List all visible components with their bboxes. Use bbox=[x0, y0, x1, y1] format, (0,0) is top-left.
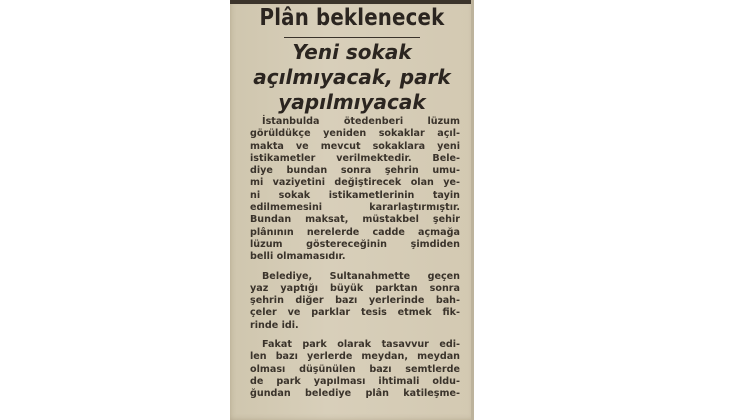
body-line: Bundan maksat, müstakbel şehir bbox=[250, 214, 460, 226]
subhead-line-1: Yeni sokak bbox=[292, 40, 412, 64]
paragraph-1 bbox=[250, 116, 460, 264]
body-line: lüzum göstereceğinin şimdiden bbox=[250, 238, 460, 250]
body-line: mi vaziyetini değiştirecek olan ye- bbox=[250, 177, 460, 189]
body-line: edilmemesini kararlaştırmıştır. bbox=[250, 202, 460, 214]
headline: Plân beklenecek bbox=[259, 5, 445, 31]
paragraph-2 bbox=[250, 271, 460, 332]
body-line: makta ve mevcut sokaklara yeni bbox=[250, 140, 460, 152]
body-line: de park yapılması ihtimali oldu- bbox=[250, 375, 460, 387]
body-line: istikametler verilmektedir. Bele- bbox=[250, 152, 460, 164]
body-line: şehrin diğer bazı yerlerinde bah- bbox=[250, 295, 460, 307]
body-line: olması düşünülen bazı semtlerde bbox=[250, 363, 460, 375]
body-line: ğundan belediye plân katileşme- bbox=[250, 388, 460, 400]
body-line: yaz yaptığı büyük parktan sonra bbox=[250, 282, 460, 294]
body-line: diye bundan sonra şehrin umu- bbox=[250, 165, 460, 177]
paragraph-3 bbox=[250, 339, 460, 400]
newspaper-clipping bbox=[230, 0, 474, 420]
body-line: len bazı yerlerde meydan, meydan bbox=[250, 351, 460, 363]
headline-divider bbox=[284, 37, 420, 38]
body-line: görüldükçe yeniden sokaklar açıl- bbox=[250, 128, 460, 140]
clipping-edge bbox=[471, 0, 474, 420]
body-line: ni sokak istikametlerinin tayin bbox=[250, 189, 460, 201]
body-line: Fakat park olarak tasavvur edi- bbox=[262, 339, 460, 351]
body-line: rinde idi. bbox=[250, 319, 299, 331]
body-line: belli olmamasıdır. bbox=[250, 251, 346, 263]
top-rule bbox=[230, 0, 474, 4]
subhead-line-2: açılmıyacak, park bbox=[253, 65, 451, 89]
body-line: İstanbulda ötedenberi lüzum bbox=[262, 116, 460, 127]
body-line: çeler ve parklar tesis etmek fik- bbox=[250, 307, 460, 319]
article-body bbox=[250, 116, 460, 401]
body-line: Belediye, Sultanahmette geçen bbox=[262, 270, 460, 282]
body-line: plânının nerelerde cadde açmağa bbox=[250, 226, 460, 238]
subhead-line-3: yapılmıyacak bbox=[278, 90, 426, 114]
